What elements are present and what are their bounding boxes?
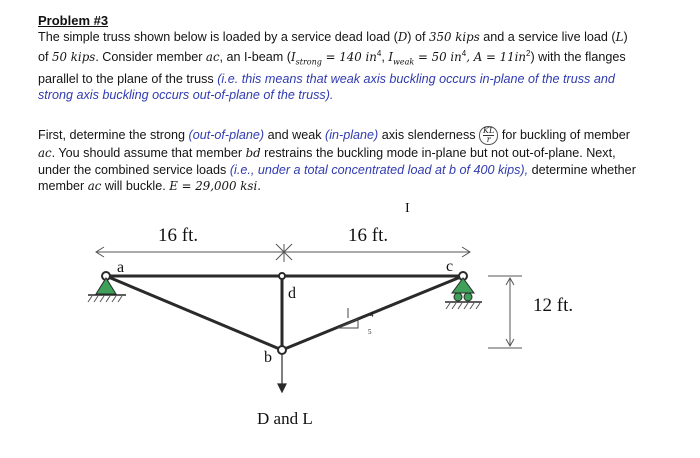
p1-text: and a service live load ( [479,30,616,44]
p2-text: . You should assume that member [51,146,246,160]
member-ac: ac [38,146,52,160]
power-4: 4 [376,48,382,58]
power-4: 4 [461,48,467,58]
horizontal-dimension [96,244,470,262]
p1-text: ) with the flanges parallel to the plane of the truss [38,49,626,86]
p2-note: (i.e., under a total concentrated load at b of 400 kips), [229,162,529,177]
p1-text: ) of [407,30,429,44]
live-load-symbol: L [615,30,624,44]
p2-text: and weak [264,127,326,142]
fraction-denominator: r [486,135,491,144]
dim-left-label: 16 ft. [158,225,199,246]
joint-d [279,273,285,279]
node-a-label: a [117,259,125,276]
inertia-symbol: I [290,49,296,64]
dim-right-label: 16 ft. [348,225,389,246]
slope-rise-label: 4 [370,311,374,319]
p1-note: (i.e. this means that weak axis buckling occurs in-plane of the truss and strong axis buckling occurs out-of-plane of the truss). [38,71,615,103]
dead-load-value: 350 kips [428,30,480,44]
modulus-value: E = 29,000 ksi. [169,179,261,193]
p1-text: . Consider member [95,49,206,64]
weak-inertia: = 50 in [414,49,462,64]
weak-subscript: weak [393,57,415,67]
load-arrow-icon [278,355,286,392]
load-label: D and L [257,409,313,428]
member-ab-line [106,276,282,350]
node-c-label: c [446,258,454,275]
vertical-dimension [488,276,522,348]
in-plane-note: (in-plane) [325,127,379,142]
live-load-value: 50 kips [52,49,96,64]
p2-text: restrains the buckling mode in-plane but not out-of-plane. Next, under the combined service loads [38,146,616,177]
dim-height-label: 12 ft. [533,295,574,316]
power-2: 2 [526,48,531,58]
member-ac: ac [205,49,220,64]
strong-subscript: strong [295,57,322,67]
problem-title: Problem #3 [38,13,109,28]
p2-text: for buckling of member [498,127,630,142]
member-ac: ac [87,179,102,193]
p1-text: , [381,49,389,64]
p2-text: determine whether member [38,162,636,193]
p1-text: The simple truss shown below is loaded by a service dead load ( [38,30,398,44]
truss-members [106,276,463,350]
text-cursor-glyph: I [405,201,410,216]
joint-b [278,346,286,354]
p2-text: axis slenderness [378,127,480,142]
area-value: , A = 11in [466,49,526,64]
member-bd: bd [245,146,261,160]
node-b-label: b [264,349,272,366]
node-d-label: d [288,285,296,302]
p2-text: will buckle. [101,179,170,193]
inertia-symbol: I [388,49,394,64]
strong-inertia: = 140 in [321,49,377,64]
fraction-numerator: KL [483,126,495,135]
p1-text: ) [623,30,628,44]
p1-text: of [38,49,53,64]
dead-load-symbol: D [397,30,408,44]
slope-run-label: 5 [368,328,372,336]
out-of-plane-note: (out-of-plane) [188,127,265,142]
p2-text: First, determine the strong [38,127,189,142]
p1-text: , an I-beam ( [219,49,291,64]
